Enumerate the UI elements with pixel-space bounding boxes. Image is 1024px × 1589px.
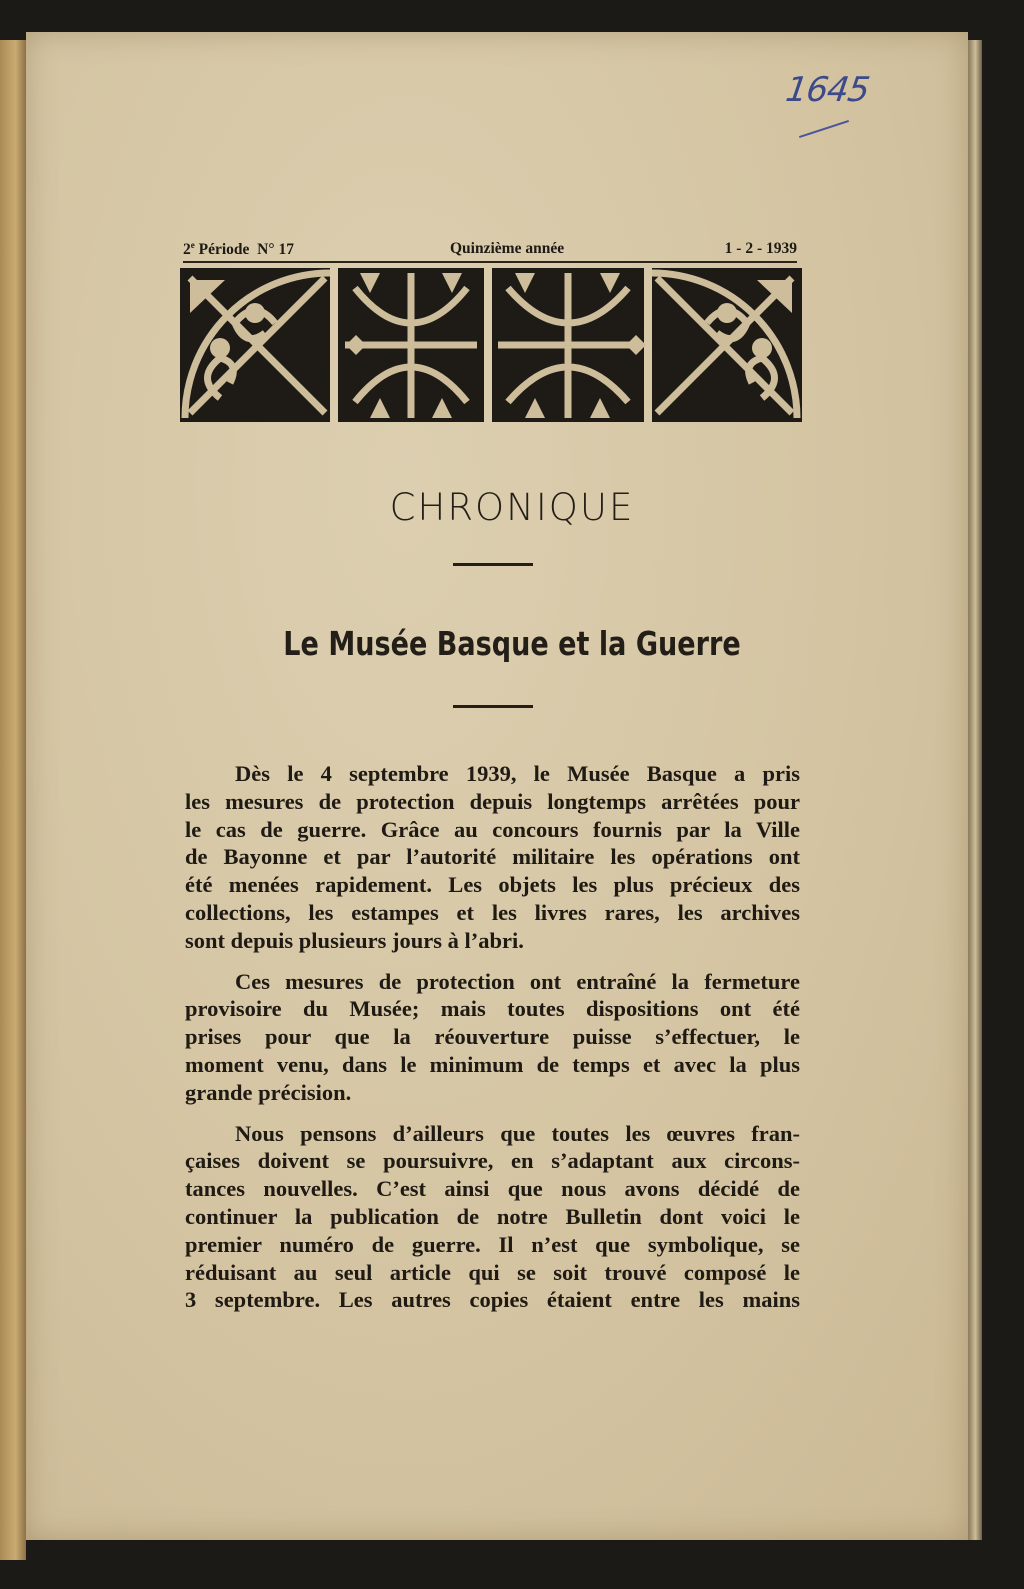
text-line: été menées rapidement. Les objets les plus précieux des: [185, 872, 800, 898]
section-title: CHRONIQUE: [389, 486, 635, 529]
article-body: [185, 760, 800, 1327]
handwritten-number: 1645: [783, 70, 872, 110]
period-label: Période: [198, 241, 250, 259]
text-line: prises pour que la réouverture puisse s’effectuer, le: [185, 1024, 800, 1050]
subtitle-rule: [453, 705, 533, 708]
text-line: premier numéro de guerre. Il n’est que symbolique, se: [185, 1231, 800, 1257]
text-line: tances nouvelles. C’est ainsi que nous avons décidé de: [185, 1176, 800, 1202]
facing-page-edge: [0, 40, 26, 1560]
header-date: 1 - 2 - 1939: [724, 240, 797, 257]
article-title: Le Musée Basque et la Guerre: [283, 624, 741, 663]
paragraph: [185, 760, 800, 955]
paragraph: [185, 1120, 800, 1315]
text-line: 3 septembre. Les autres copies étaient entre les mains: [185, 1287, 800, 1313]
header-year: Quinzième année: [450, 240, 565, 257]
text-line: Dès le 4 septembre 1939, le Musée Basque a pris: [235, 761, 800, 786]
text-line: sont depuis plusieurs jours à l’abri.: [185, 927, 524, 953]
text-line: Ces mesures de protection ont entraîné la fermeture: [235, 968, 800, 994]
title-rule: [453, 563, 533, 566]
header-rule: [183, 261, 797, 263]
text-line: réduisant au seul article qui se soit trouvé composé le: [185, 1259, 800, 1285]
issue-number: N° 17: [257, 241, 294, 259]
text-line: moment venu, dans le minimum de temps et avec la plus: [185, 1051, 800, 1077]
running-header: [183, 240, 797, 260]
text-line: grande précision.: [185, 1079, 352, 1105]
header-period: [183, 240, 294, 259]
text-line: les mesures de protection depuis longtemps arrêtées pour: [185, 788, 800, 814]
period-suffix: e: [190, 240, 195, 250]
text-line: de Bayonne et par l’autorité militaire les opérations ont: [185, 844, 800, 870]
period-number: 2: [183, 241, 191, 259]
text-line: le cas de guerre. Grâce au concours fournis par la Ville: [185, 816, 800, 842]
text-line: çaises doivent se poursuivre, en s’adaptant aux circons-: [185, 1148, 800, 1174]
text-line: Nous pensons d’ailleurs que toutes les œuvres fran-: [235, 1120, 800, 1146]
text-line: continuer la publication de notre Bulletin dont voici le: [185, 1203, 800, 1229]
text-line: provisoire du Musée; mais toutes dispositions ont été: [185, 996, 800, 1022]
paragraph: [185, 968, 800, 1107]
text-line: collections, les estampes et les livres rares, les archives: [185, 899, 800, 925]
basque-ornament-band: [180, 268, 802, 422]
